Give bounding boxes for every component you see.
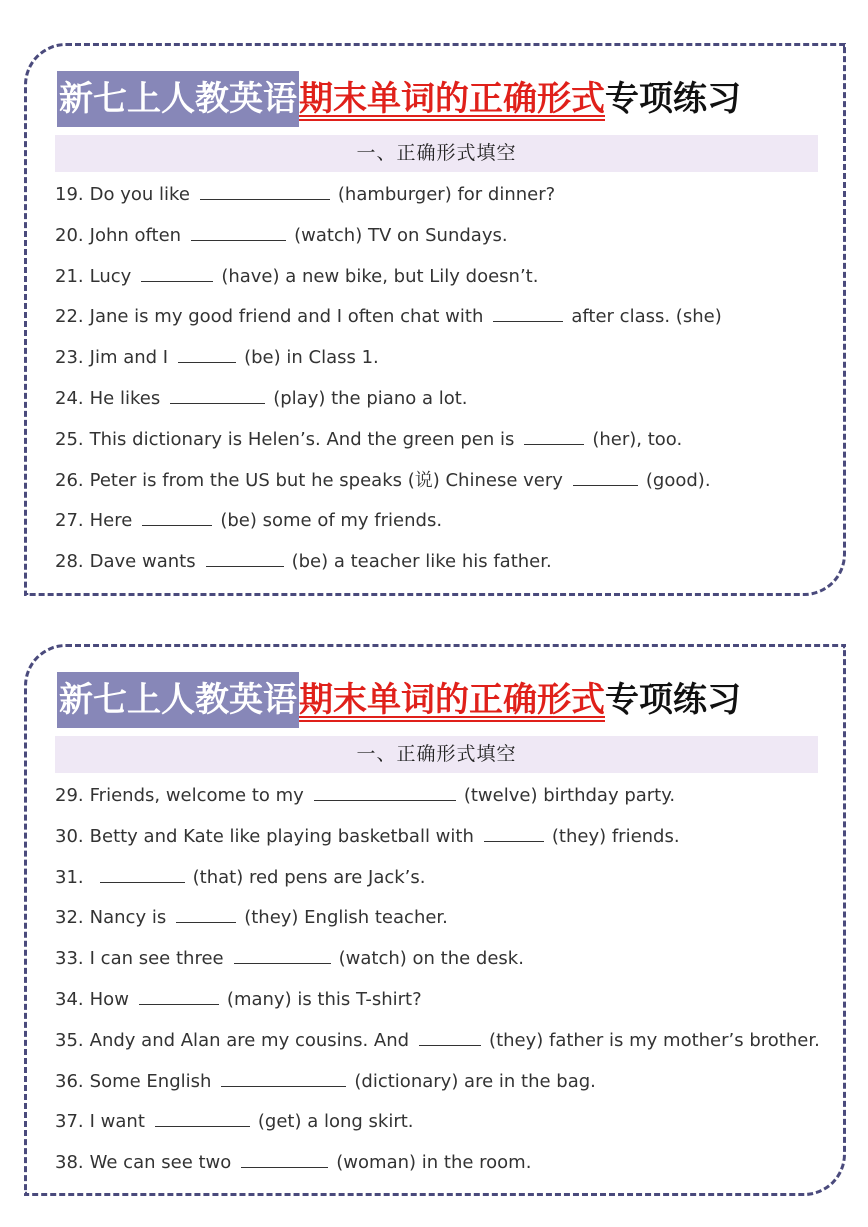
answer-blank[interactable] — [139, 984, 219, 1005]
question-text-after: (many) is this T-shirt? — [226, 988, 422, 1010]
question-text-before: Nancy is — [89, 907, 167, 929]
answer-blank[interactable] — [200, 179, 330, 200]
question-text-before: I want — [89, 1111, 145, 1133]
answer-blank[interactable] — [206, 546, 284, 567]
question-text-after: (be) some of my friends. — [220, 510, 443, 532]
question-text-after: (watch) on the desk. — [338, 948, 524, 970]
question-text-before: Do you like — [89, 184, 190, 205]
answer-blank[interactable] — [221, 1066, 346, 1087]
question-number: 34. — [55, 988, 84, 1010]
question-number: 24. — [55, 387, 84, 409]
question-number: 19. — [55, 184, 84, 205]
question-text-after: (woman) in the room. — [336, 1152, 532, 1174]
question-text-after: (dictionary) are in the bag. — [354, 1070, 596, 1092]
question-item — [55, 821, 825, 862]
question-text-after: (good). — [645, 469, 711, 491]
question-item — [55, 546, 825, 587]
question-text-before: Lucy — [89, 265, 132, 287]
title-part-1: 新七上人教英语 — [57, 71, 299, 127]
question-text-before: Some English — [89, 1070, 212, 1092]
title-part-3: 专项练习 — [605, 680, 741, 720]
question-number: 37. — [55, 1111, 84, 1133]
question-text-before: Jane is my good friend and I often chat with — [89, 306, 484, 328]
answer-blank[interactable] — [484, 821, 544, 842]
question-number: 25. — [55, 428, 84, 450]
question-text-after: (watch) TV on Sundays. — [294, 224, 508, 246]
answer-blank[interactable] — [100, 862, 185, 883]
question-number: 31. — [55, 866, 84, 888]
answer-blank[interactable] — [419, 1025, 481, 1046]
question-item — [55, 179, 825, 220]
section-heading: 一、正确形式填空 — [55, 135, 818, 172]
question-item — [55, 261, 825, 302]
question-number: 27. — [55, 510, 84, 532]
question-item — [55, 902, 825, 943]
answer-blank[interactable] — [176, 902, 236, 923]
question-list — [55, 179, 825, 587]
answer-blank[interactable] — [170, 383, 265, 404]
question-text-before: We can see two — [89, 1152, 232, 1174]
question-item — [55, 1147, 825, 1188]
question-text-before: Friends, welcome to my — [89, 785, 304, 806]
exercise-card-2 — [24, 644, 846, 1196]
answer-blank[interactable] — [241, 1147, 328, 1168]
question-item — [55, 862, 825, 903]
question-item — [55, 1106, 825, 1147]
question-text-before: Andy and Alan are my cousins. And — [89, 1029, 410, 1051]
title-part-2: 期末单词的正确形式 — [299, 672, 605, 728]
question-text-after: (be) in Class 1. — [244, 347, 379, 369]
question-item — [55, 465, 825, 506]
question-text-after: (have) a new bike, but Lily doesn’t. — [221, 265, 539, 287]
section-heading: 一、正确形式填空 — [55, 736, 818, 773]
question-item — [55, 1025, 825, 1066]
title-part-2: 期末单词的正确形式 — [299, 71, 605, 127]
question-text-before: Betty and Kate like playing basketball with — [89, 825, 474, 847]
question-item — [55, 301, 825, 342]
answer-blank[interactable] — [155, 1106, 250, 1127]
question-text-after: after class. (she) — [571, 306, 722, 328]
exercise-card-1 — [24, 43, 846, 596]
answer-blank[interactable] — [191, 220, 286, 241]
question-text-after: (hamburger) for dinner? — [337, 184, 556, 205]
question-text-after: (they) English teacher. — [244, 907, 448, 929]
answer-blank[interactable] — [493, 301, 563, 322]
question-text-before: John often — [89, 224, 182, 246]
question-number: 35. — [55, 1029, 84, 1051]
answer-blank[interactable] — [142, 505, 212, 526]
title-part-3: 专项练习 — [605, 79, 741, 119]
question-text-before: He likes — [89, 387, 161, 409]
question-number: 38. — [55, 1152, 84, 1174]
answer-blank[interactable] — [178, 342, 236, 363]
question-number: 26. — [55, 469, 84, 491]
answer-blank[interactable] — [524, 424, 584, 445]
question-number: 21. — [55, 265, 84, 287]
question-text-after: (get) a long skirt. — [257, 1111, 414, 1133]
question-number: 22. — [55, 306, 84, 328]
worksheet-title — [57, 71, 827, 127]
question-number: 36. — [55, 1070, 84, 1092]
question-number: 20. — [55, 224, 84, 246]
answer-blank[interactable] — [234, 943, 331, 964]
question-number: 30. — [55, 825, 84, 847]
question-text-before: Here — [89, 510, 133, 532]
question-number: 23. — [55, 347, 84, 369]
question-item — [55, 220, 825, 261]
question-text-before: I can see three — [89, 948, 224, 970]
question-number: 28. — [55, 551, 84, 573]
question-item — [55, 383, 825, 424]
question-text-after: (they) father is my mother’s brother. — [489, 1029, 820, 1051]
question-item — [55, 342, 825, 383]
question-item — [55, 984, 825, 1025]
question-item — [55, 943, 825, 984]
answer-blank[interactable] — [573, 465, 638, 486]
question-text-before: Dave wants — [89, 551, 196, 573]
question-item — [55, 780, 825, 821]
question-text-before: Jim and I — [89, 347, 169, 369]
question-number: 29. — [55, 785, 84, 806]
question-item — [55, 505, 825, 546]
question-item — [55, 424, 825, 465]
question-text-after: (that) red pens are Jack’s. — [192, 866, 426, 888]
question-text-before: How — [89, 988, 129, 1010]
answer-blank[interactable] — [314, 780, 456, 801]
answer-blank[interactable] — [141, 261, 213, 282]
worksheet-title — [57, 672, 827, 728]
question-number: 33. — [55, 948, 84, 970]
question-text-after: (her), too. — [592, 428, 683, 450]
question-text-after: (twelve) birthday party. — [463, 785, 676, 806]
question-text-after: (play) the piano a lot. — [273, 387, 468, 409]
question-item — [55, 1066, 825, 1107]
question-text-after: (be) a teacher like his father. — [291, 551, 552, 573]
question-text-before: This dictionary is Helen’s. And the green pen is — [89, 428, 515, 450]
question-text-before: Peter is from the US but he speaks (说) Chinese very — [89, 469, 563, 491]
title-part-1: 新七上人教英语 — [57, 672, 299, 728]
question-list — [55, 780, 825, 1188]
question-text-after: (they) friends. — [551, 825, 680, 847]
question-number: 32. — [55, 907, 84, 929]
